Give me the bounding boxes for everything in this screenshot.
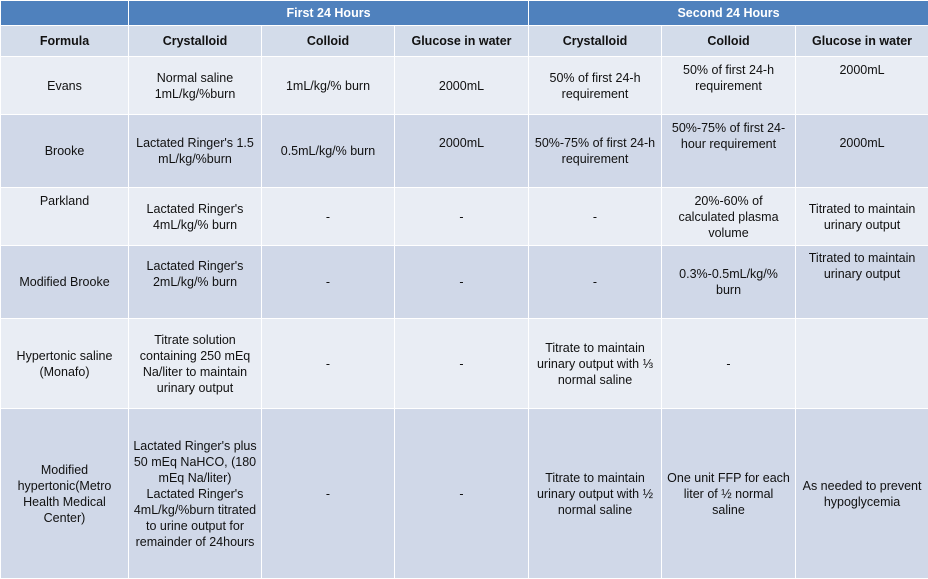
group-header-blank [1,1,129,26]
first-glucose-cell: - [395,409,529,579]
table-row-evans [1,57,928,115]
second-crystalloid-cell: 50%-75% of first 24-h requirement [529,115,662,188]
first-glucose-cell: 2000mL [395,57,529,115]
first-colloid-cell: - [262,246,395,319]
second-crystalloid-cell: 50% of first 24-h requirement [529,57,662,115]
first-colloid-cell: - [262,188,395,246]
group-header-row [1,1,928,26]
first-crystalloid-cell: Lactated Ringer's 2mL/kg/% burn [129,246,262,319]
second-colloid-cell: One unit FFP for each liter of ½ normal saline [662,409,796,579]
first-glucose-cell: - [395,319,529,409]
formula-cell: Modified hypertonic(Metro Health Medical Center) [1,409,129,579]
column-header-crystalloid-first: Crystalloid [129,26,262,57]
column-header-formula: Formula [1,26,129,57]
group-header-first-24-hours: First 24 Hours [129,1,529,26]
second-glucose-cell: 2000mL [796,57,928,115]
formula-cell: Hypertonic saline (Monafo) [1,319,129,409]
second-colloid-cell: 50% of first 24-h requirement [662,57,796,115]
column-header-crystalloid-second: Crystalloid [529,26,662,57]
table-row-parkland [1,188,928,246]
second-glucose-cell: As needed to prevent hypoglycemia [796,409,928,579]
second-glucose-cell [796,319,928,409]
formula-cell: Parkland [1,188,129,246]
first-crystalloid-cell: Normal saline 1mL/kg/%burn [129,57,262,115]
second-colloid-cell: 50%-75% of first 24-hour requirement [662,115,796,188]
formula-cell: Evans [1,57,129,115]
first-crystalloid-cell: Titrate solution containing 250 mEq Na/liter to maintain urinary output [129,319,262,409]
table-row-modified-brooke [1,246,928,319]
second-glucose-cell: Titrated to maintain urinary output [796,246,928,319]
column-header-row [1,26,928,57]
first-crystalloid-cell: Lactated Ringer's 1.5 mL/kg/%burn [129,115,262,188]
first-crystalloid-cell: Lactated Ringer's 4mL/kg/% burn [129,188,262,246]
second-crystalloid-cell: Titrate to maintain urinary output with ½ normal saline [529,409,662,579]
first-colloid-cell: - [262,319,395,409]
second-glucose-cell: 2000mL [796,115,928,188]
first-colloid-cell: - [262,409,395,579]
first-glucose-cell: - [395,246,529,319]
first-colloid-cell: 1mL/kg/% burn [262,57,395,115]
second-crystalloid-cell: - [529,188,662,246]
second-crystalloid-cell: - [529,246,662,319]
first-colloid-cell: 0.5mL/kg/% burn [262,115,395,188]
second-glucose-cell: Titrated to maintain urinary output [796,188,928,246]
group-header-second-24-hours: Second 24 Hours [529,1,928,26]
column-header-colloid-second: Colloid [662,26,796,57]
second-colloid-cell: 0.3%-0.5mL/kg/% burn [662,246,796,319]
first-glucose-cell: 2000mL [395,115,529,188]
second-crystalloid-cell: Titrate to maintain urinary output with ⅓ normal saline [529,319,662,409]
second-colloid-cell: 20%-60% of calculated plasma volume [662,188,796,246]
column-header-glucose-second: Glucose in water [796,26,928,57]
table-row-modified-hypertonic [1,409,928,579]
table-row-hypertonic-saline [1,319,928,409]
first-crystalloid-cell: Lactated Ringer's plus 50 mEq NaHCO, (180 mEq Na/liter) Lactated Ringer's 4mL/kg/%burn titrated to urine output for remainder of 24hours [129,409,262,579]
first-glucose-cell: - [395,188,529,246]
column-header-glucose-first: Glucose in water [395,26,529,57]
table-row-brooke [1,115,928,188]
column-header-colloid-first: Colloid [262,26,395,57]
formula-cell: Modified Brooke [1,246,129,319]
second-colloid-cell: - [662,319,796,409]
formula-cell: Brooke [1,115,129,188]
